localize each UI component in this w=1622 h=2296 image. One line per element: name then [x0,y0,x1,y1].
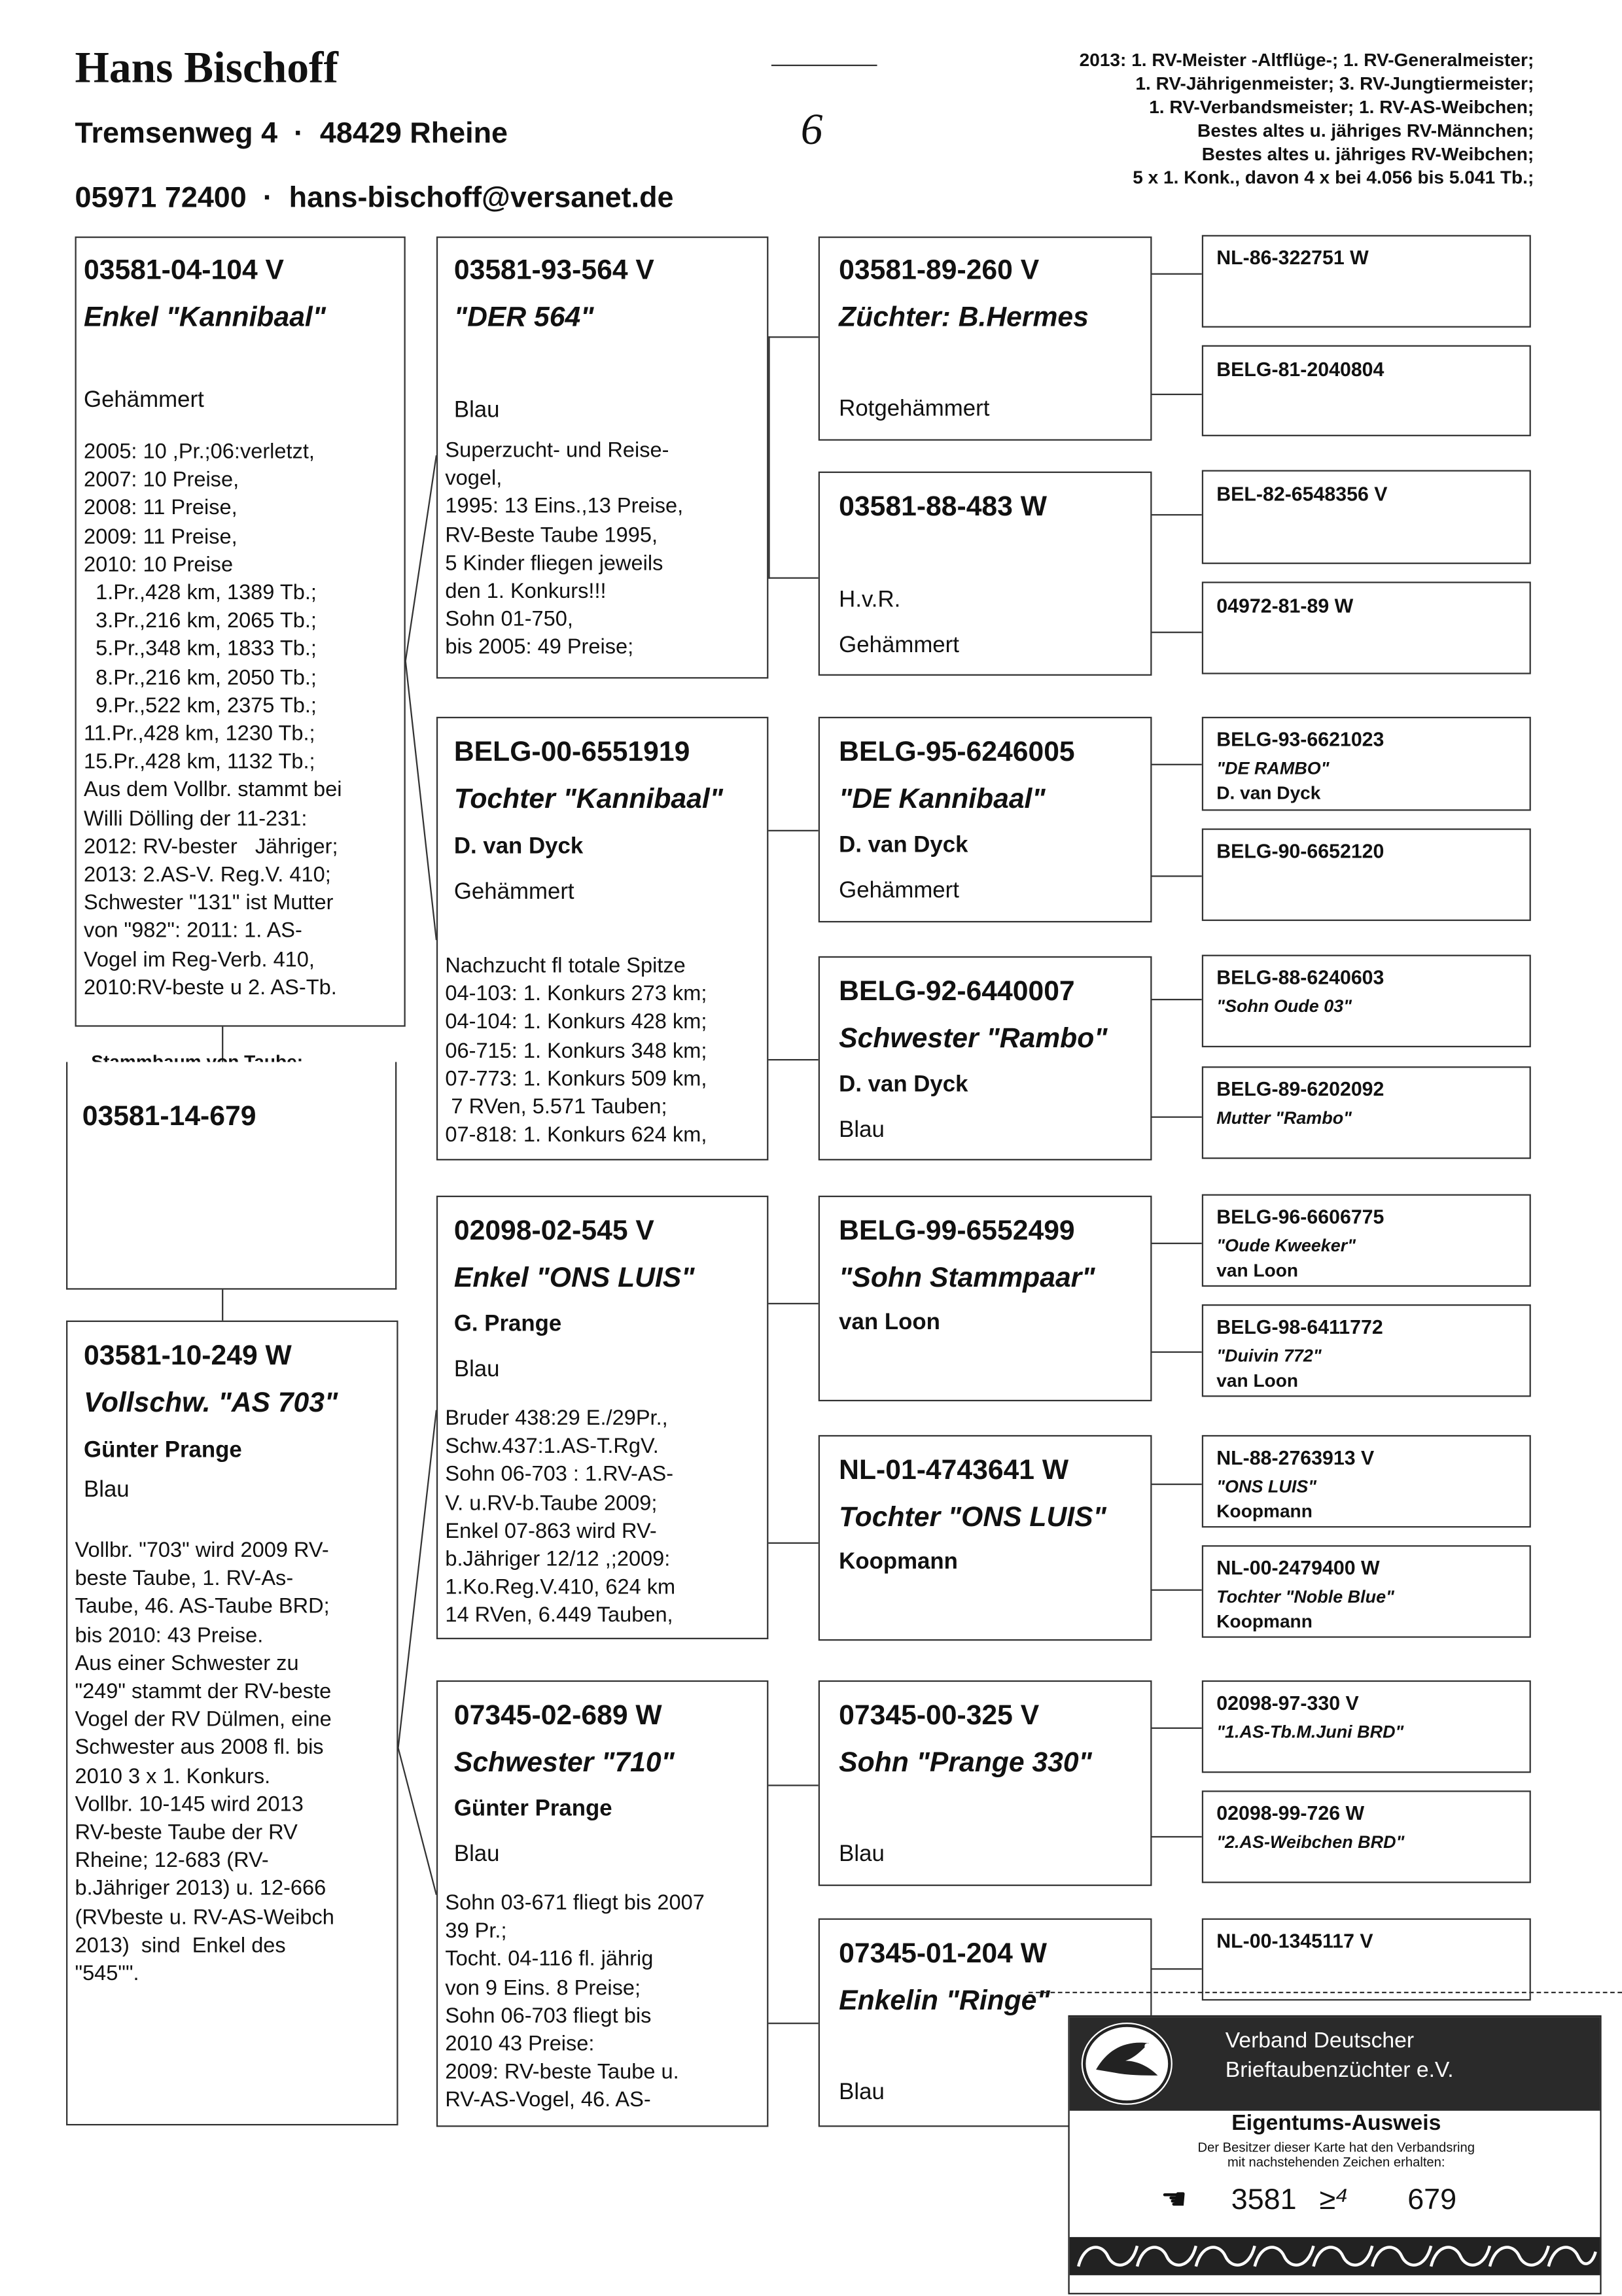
ancestor-name: "ONS LUIS" [1216,1476,1317,1497]
ancestor-box-5 [1202,717,1531,811]
pigeon-color: Gehämmert [83,387,204,413]
breeder-name: Hans Bischoff [75,44,338,93]
ancestor-box-2 [1202,345,1531,436]
connector [1152,875,1201,877]
page-number: 6 [800,105,823,154]
pigeon-name: "DER 564" [453,302,594,334]
ring-number: 03581-93-564 V [453,255,654,287]
grandparent-box-fff [819,237,1152,441]
connector [1152,1243,1201,1244]
connector [768,1059,818,1060]
card-subtitle-1: Der Besitzer dieser Karte hat den Verbandsring [1197,2140,1475,2155]
grandparent-box-mff [819,1196,1152,1401]
pigeon-name: "Sohn Stammpaar" [839,1263,1095,1295]
ring-number: BELG-89-6202092 [1216,1078,1384,1100]
performance-notes: Superzucht- und Reise- vogel, 1995: 13 Eins.,13 Preise, RV-Beste Taube 1995, 5 Kinder fliegen jeweils den 1. Konkurs!!! Sohn 01-750, bis 2005: 49 Preise; [445,439,684,661]
pigeon-color: Gehämmert [839,878,959,903]
connector [768,336,818,338]
connector [1152,1968,1201,1970]
ancestor-box-13 [1202,1680,1531,1773]
ancestor-box-7 [1202,955,1531,1047]
ring-number: BELG-99-6552499 [839,1216,1075,1247]
ring-number: 03581-04-104 V [83,255,285,287]
pigeon-color: Blau [453,1841,500,1868]
ring-number: BELG-96-6606775 [1216,1206,1384,1228]
pigeon-color: Rotgehämmert [839,396,990,422]
breeder: D. van Dyck [1216,782,1321,804]
ancestor-box-6 [1202,828,1531,920]
breeder: van Loon [839,1310,940,1336]
ring-number: NL-00-2479400 W [1216,1557,1380,1579]
parent-box-fm [436,717,768,1160]
connector [768,577,818,578]
ancestor-box-9 [1202,1194,1531,1287]
pigeon-name: Züchter: B.Hermes [839,302,1089,334]
connector [1152,394,1201,395]
connector [1152,1590,1201,1591]
breeder: Günter Prange [83,1438,242,1463]
connector [1152,1836,1201,1837]
ring-number: NL-01-4743641 W [839,1455,1069,1487]
ring-number: NL-00-1345117 V [1216,1930,1373,1953]
performance-notes: Vollbr. "703" wird 2009 RV- beste Taube, 1. RV-As- Taube, 46. AS-Taube BRD; bis 2010: 43 Preise. Aus einer Schwester zu "249" stammt der RV-beste Vogel der RV Dülmen, eine Schwester aus 2008 fl. bis 2010 3 x 1. Konkurs. Vollbr. 10-145 wird 2013 RV-beste Taube der RV Rheine; 12-683 (RV- b.Jähriger 2013) u. 12-666 (RVbeste u. RV-AS-Weibch 2013) sind Enkel des "545"". [75,1539,334,1987]
ring-number: BELG-88-6240603 [1216,966,1384,989]
org-name-line1: Verband Deutscher [1225,2028,1415,2054]
ornament-band [1070,2237,1602,2275]
ancestor-box-15 [1202,1919,1531,2001]
ring-number: BELG-92-6440007 [839,977,1075,1008]
ring-number: NL-88-2763913 V [1216,1446,1375,1469]
hand-icon: ☚ [1160,2184,1188,2217]
ring-number: BELG-98-6411772 [1216,1315,1383,1338]
card-ring-number: 679 [1407,2184,1457,2217]
breeder: van Loon [1216,1370,1299,1391]
ring-number: BELG-90-6652120 [1216,840,1384,863]
card-title: Eigentums-Ausweis [1231,2110,1441,2136]
pigeon-name: Enkel "ONS LUIS" [453,1263,695,1295]
breeder: Koopmann [839,1550,958,1575]
ring-number: 03581-10-249 W [83,1341,292,1372]
ancestor-name: "Oude Kweeker" [1216,1235,1356,1256]
performance-notes: Bruder 438:29 E./29Pr., Schw.437:1.AS-T.RgV. Sohn 06-703 : 1.RV-AS- V. u.RV-b.Taube 2009; Enkel 07-863 wird RV- b.Jähriger 12/12 ,;2009: 1.Ko.Reg.V.410, 624 km 14 RVen, 6.449 Tauben, [445,1407,676,1628]
ancestor-box-1 [1202,235,1531,327]
ancestor-box-8 [1202,1066,1531,1158]
pigeon-color: Blau [839,1841,885,1868]
ring-number: 04972-81-89 W [1216,595,1354,617]
card-ring-club: 3581 [1231,2184,1297,2217]
grandparent-box-fmm [819,956,1152,1160]
ancestor-name: "DE RAMBO" [1216,757,1330,779]
connector [768,1784,818,1786]
pigeon-name: "DE Kannibaal" [839,784,1046,816]
connector [1152,514,1201,515]
connector [1152,273,1201,275]
pigeon-color: Blau [839,1117,885,1143]
breeder: Koopmann [1216,1611,1313,1632]
ring-number: 07345-01-204 W [839,1939,1048,1970]
achievements-text: 2013: 1. RV-Meister -Altflüge-; 1. RV-Generalmeister; 1. RV-Jährigenmeister; 3. RV-Jungtiermeister; 1. RV-Verbandsmeister; 1. RV-AS-Weibchen; Bestes altes u. jähriges RV-Männchen; Bestes altes u. jähriges RV-Weibchen; 5 x 1. Konk., davon 4 x bei 4.056 bis 5.041 Tb.; [1079,50,1534,188]
breeder: D. van Dyck [839,833,968,858]
connector [1152,764,1201,765]
ring-number: 03581-88-483 W [839,492,1048,523]
connector [768,2023,818,2024]
grandparent-box-ffm [819,472,1152,676]
pigeon-name: Tochter "ONS LUIS" [839,1503,1106,1534]
connector [768,1303,818,1304]
connector [1152,1728,1201,1729]
pigeon-color: Blau [83,1477,130,1503]
pigeon-color: Gehämmert [453,880,574,905]
org-name-line2: Brieftaubenzüchter e.V. [1225,2057,1454,2083]
breeder: H.v.R. [839,587,901,613]
ancestor-name: Tochter "Noble Blue" [1216,1586,1394,1607]
breeder: van Loon [1216,1260,1299,1281]
ownership-card [1068,2015,1601,2295]
grandparent-box-fmf [819,717,1152,922]
connector [1152,1484,1201,1485]
breeder: Günter Prange [453,1796,612,1822]
ancestor-box-11 [1202,1435,1531,1527]
parent-box-ff [436,237,768,679]
pigeon-name: Tochter "Kannibaal" [453,784,723,816]
parent-box-mm [436,1680,768,2127]
ring-number: BELG-95-6246005 [839,737,1075,769]
pigeon-name: Enkel "Kannibaal" [83,302,326,334]
ancestor-name: "2.AS-Weibchen BRD" [1216,1832,1405,1852]
ring-number: 02098-02-545 V [453,1216,654,1247]
pigeon-color: Blau [453,1357,500,1383]
ring-number: 07345-02-689 W [453,1701,662,1732]
ancestor-name: Mutter "Rambo" [1216,1107,1352,1128]
ring-number: NL-86-322751 W [1216,247,1369,269]
pigeon-name: Schwester "710" [453,1748,675,1779]
breeder: Koopmann [1216,1501,1313,1522]
pigeon-name: Schwester "Rambo" [839,1024,1108,1055]
federation-logo-icon [1082,2023,1172,2105]
breeder: G. Prange [453,1312,562,1337]
performance-notes: Sohn 03-671 fliegt bis 2007 39 Pr.; Tocht. 04-116 fl. jährig von 9 Eins. 8 Preise; Sohn 06-703 fliegt bis 2010 43 Preise: 2009: RV-beste Taube u. RV-AS-Vogel, 46. AS- [445,1892,705,2113]
breeder: D. van Dyck [453,834,584,860]
performance-notes: Nachzucht fl totale Spitze 04-103: 1. Konkurs 273 km; 04-104: 1. Konkurs 428 km; 06-715: 1. Konkurs 348 km; 07-773: 1. Konkurs 509 km, 7 RVen, 5.571 Tauben; 07-818: 1. Konkurs 624 km, [445,954,707,1148]
card-subtitle-2: mit nachstehenden Zeichen erhalten: [1227,2155,1445,2170]
pigeon-name: Enkelin "Ringe" [839,1985,1050,2017]
connector [1152,999,1201,1000]
pigeon-color: Gehämmert [839,633,959,658]
breeder-contact: 05971 72400 · hans-bischoff@versanet.de [75,182,674,215]
ring-number: 02098-97-330 V [1216,1692,1359,1714]
pigeon-color: Blau [839,2079,885,2105]
grandparent-box-mmf [819,1680,1152,1886]
connector [1152,1351,1201,1353]
connector [768,1542,818,1544]
subject-ring-number: 03581-14-679 [82,1102,256,1133]
ancestor-box-10 [1202,1304,1531,1397]
ancestor-name: "1.AS-Tb.M.Juni BRD" [1216,1721,1404,1743]
pigeon-name: Sohn "Prange 330" [839,1748,1092,1779]
ancestor-box-14 [1202,1790,1531,1883]
ancestor-name: "Duivin 772" [1216,1345,1322,1366]
ring-number: 03581-89-260 V [839,255,1040,287]
ancestor-name: "Sohn Oude 03" [1216,996,1352,1017]
ancestor-box-12 [1202,1545,1531,1637]
ring-number: BEL-82-6548356 V [1216,483,1388,506]
ancestor-box-4 [1202,582,1531,674]
connector [1152,632,1201,633]
parent-box-mf [436,1196,768,1639]
ring-number: BELG-00-6551919 [453,737,690,769]
ring-number: 02098-99-726 W [1216,1802,1365,1824]
pigeon-name: Vollschw. "AS 703" [83,1387,338,1419]
ancestor-box-3 [1202,470,1531,565]
breeder-address: Tremsenweg 4 · 48429 Rheine [75,117,508,150]
grandparent-box-mfm [819,1435,1152,1641]
year-symbol-icon: ≥⁴ [1319,2184,1349,2217]
pigeon-color: Blau [453,398,500,423]
breeder: D. van Dyck [839,1072,968,1098]
connector [1152,1117,1201,1118]
connector [768,336,769,579]
ring-number: BELG-93-6621023 [1216,728,1384,751]
performance-notes: 2005: 10 ,Pr.;06:verletzt, 2007: 10 Preise, 2008: 11 Preise, 2009: 11 Preise, 2010: 10 Preise 1.Pr.,428 km, 1389 Tb.; 3.Pr.,216 km, 2065 Tb.; 5.Pr.,348 km, 1833 Tb.; 8.Pr.,216 km, 2050 Tb.; 9.Pr.,522 km, 2375 Tb.; 11.Pr.,428 km, 1230 Tb.; 15.Pr.,428 km, 1132 Tb.; Aus dem Vollbr. stammt bei Willi Dölling der 11-231: 2012: RV-bester Jähriger; 2013: 2.AS-V. Reg.V. 410; Schwester "131" ist Mutter von "982": 2011: 1. AS- Vogel im Reg-Verb. 410, 2010:RV-beste u 2. AS-Tb. [83,440,342,1000]
connector [768,830,818,831]
ring-number: 07345-00-325 V [839,1701,1040,1732]
ring-number: BELG-81-2040804 [1216,358,1384,381]
